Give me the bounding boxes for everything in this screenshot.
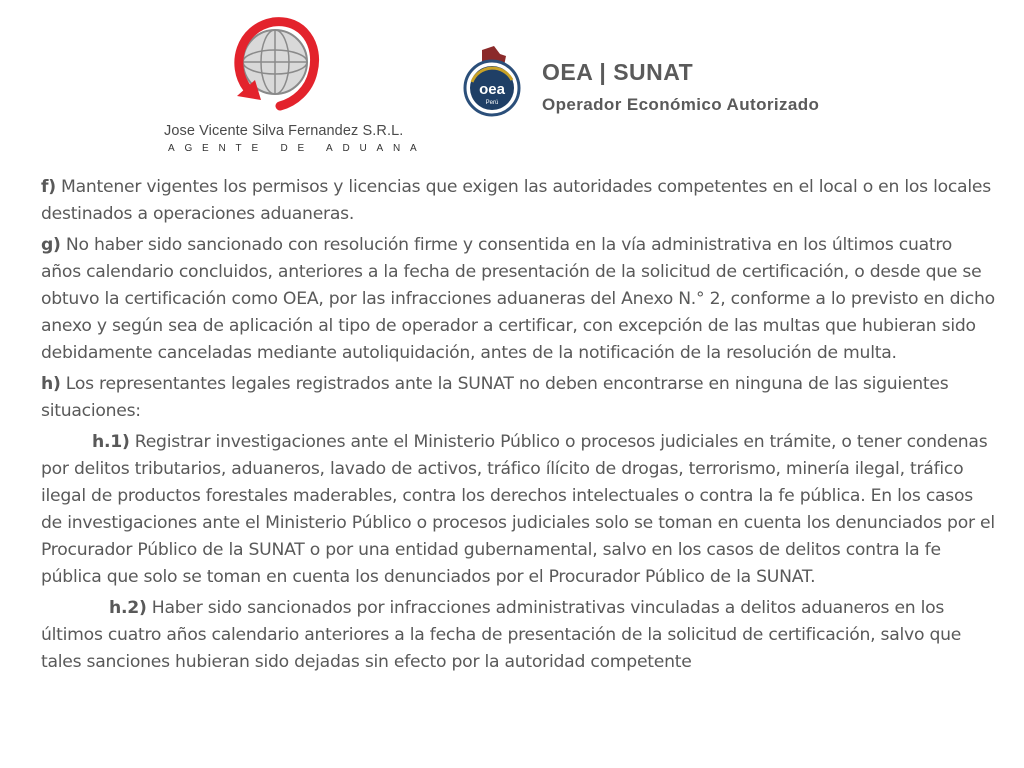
paragraph-marker: h.2) [109,598,147,618]
paragraph-h2 [41,595,996,676]
paragraph-g [41,232,996,367]
paragraph-text: Mantener vigentes los permisos y licencias que exigen las autoridades competentes en el local o en los locales destinados a operaciones aduaneras. [41,177,991,224]
paragraph-marker: h) [41,374,61,394]
oea-subtitle: Operador Económico Autorizado [542,95,820,114]
oea-badge-text: oea [479,81,505,98]
company-name: Jose Vicente Silva Fernandez S.R.L. [164,123,404,139]
paragraph-h [41,371,996,425]
requirements-text [41,174,996,680]
company-subtitle: AGENTE DE ADUANA [168,143,427,154]
oea-sunat-logo [460,42,880,127]
paragraph-h1 [41,429,996,591]
paragraph-marker: h.1) [92,432,130,452]
oea-peru-badge-icon [460,42,530,127]
paragraph-f [41,174,996,228]
paragraph-marker: f) [41,177,56,197]
paragraph-text: Los representantes legales registrados ante la SUNAT no deben encontrarse en ninguna de las siguientes situaciones: [41,374,949,421]
globe-arrow-icon [225,10,325,120]
paragraph-text: No haber sido sancionado con resolución firme y consentida en la vía administrativa en los últimos cuatro años calendario concluidos, anteriores a la fecha de presentación de la solicitud de certificación, o desde que se obtuvo la certificación como OEA, por las infracciones aduaneras del Anexo N.° 2, conforme a lo previsto en dicho anexo y según sea de aplicación al tipo de operador a certificar, con excepción de las multas que hubieran sido debidamente canceladas mediante autoliquidación, antes de la notificación de la resolución de multa. [41,235,995,363]
oea-badge-country: Perú [485,100,499,106]
agency-logo [160,10,427,155]
paragraph-marker: g) [41,235,61,255]
oea-title: OEA | SUNAT [542,59,694,85]
paragraph-text: Haber sido sancionados por infracciones administrativas vinculadas a delitos aduaneros en los últimos cuatro años calendario anteriores a la fecha de presentación de la solicitud de certificación, salvo que tales sanciones hubieran sido dejadas sin efecto por la autoridad competente [41,598,962,672]
paragraph-text: Registrar investigaciones ante el Ministerio Público o procesos judiciales en trámite, o tener condenas por delitos tributarios, aduaneros, lavado de activos, tráfico ílícito de drogas, terrorismo, minería ilegal, tráfico ilegal de productos forestales maderables, contra los derechos intelectuales o contra la fe pública. En los casos de investigaciones ante el Ministerio Público o procesos judiciales solo se toman en cuenta los denunciados por el Procurador Público de la SUNAT o por una entidad gubernamental, salvo en los casos de delitos contra la fe pública que solo se toman en cuenta los denunciados por el Procurador Público de la SUNAT. [41,432,995,587]
